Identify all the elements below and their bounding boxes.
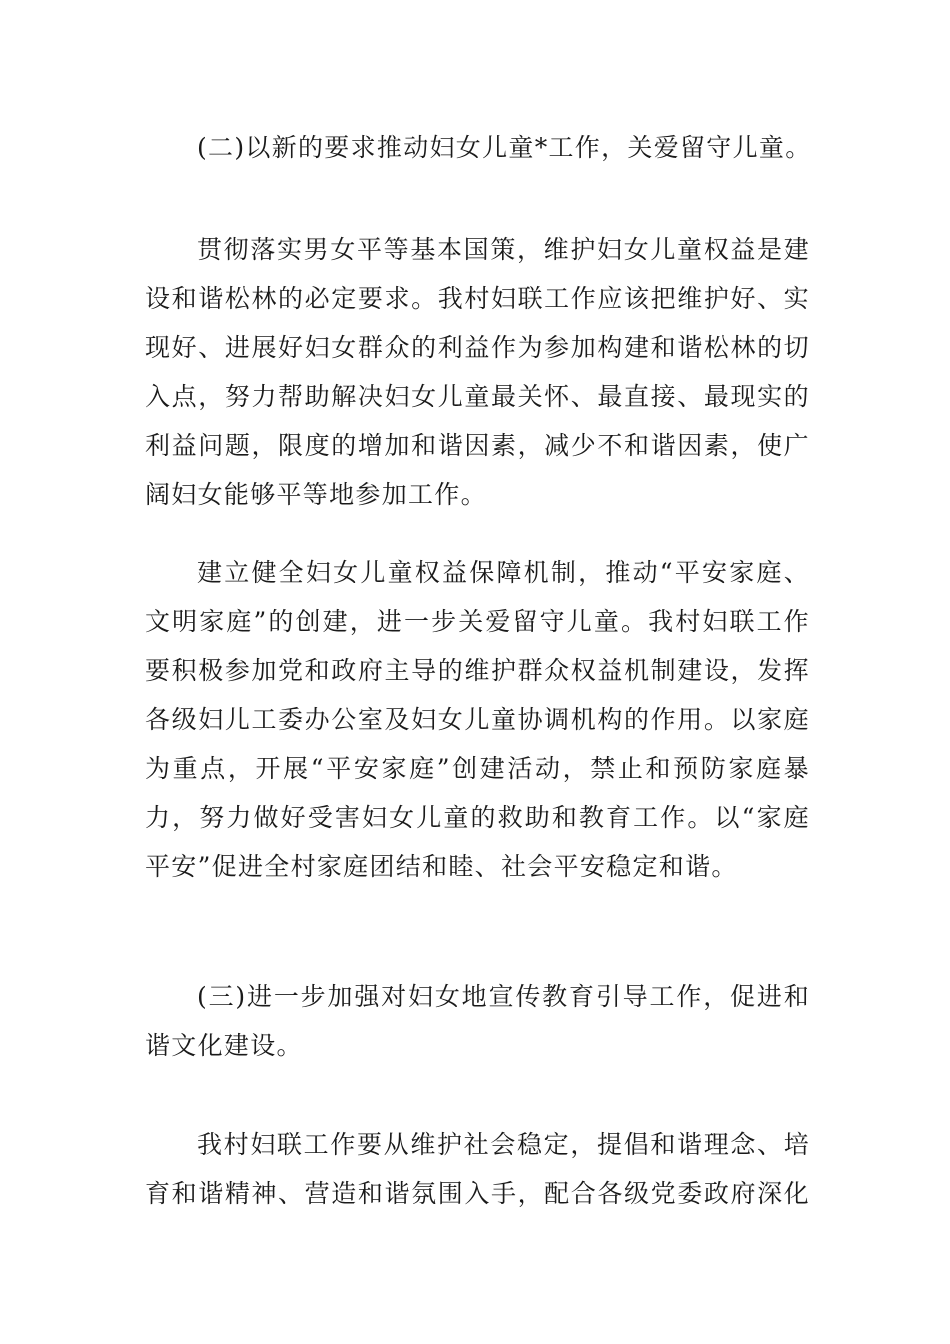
- paragraph-line: 各级妇儿工委办公室及妇女儿童协调机构的作用。以家庭: [145, 705, 810, 734]
- paragraph-line: 平安”促进全村家庭团结和睦、社会平安稳定和谐。: [145, 852, 738, 881]
- heading-line: 谐文化建设。: [145, 1031, 303, 1060]
- paragraph-line: 阔妇女能够平等地参加工作。: [145, 480, 487, 509]
- paragraph-safe-family: [145, 548, 810, 891]
- paragraph-line: 利益问题，限度的增加和谐因素，减少不和谐因素，使广: [145, 431, 810, 460]
- paragraph-line: 育和谐精神、营造和谐氛围入手，配合各级党委政府深化: [145, 1179, 810, 1208]
- heading-line: (三)进一步加强对妇女地宣传教育引导工作，促进和: [197, 982, 810, 1011]
- paragraph-line: 要积极参加党和政府主导的维护群众权益机制建设，发挥: [145, 656, 810, 685]
- heading-line: (二)以新的要求推动妇女儿童*工作，关爱留守儿童。: [197, 133, 812, 162]
- paragraph-line: 贯彻落实男女平等基本国策，维护妇女儿童权益是建: [197, 235, 810, 264]
- paragraph-womens-rights: [145, 225, 810, 519]
- heading-section-3: [145, 972, 810, 1070]
- paragraph-line: 建立健全妇女儿童权益保障机制，推动“平安家庭、: [197, 558, 810, 587]
- paragraph-line: 文明家庭”的创建，进一步关爱留守儿童。我村妇联工作: [145, 607, 810, 636]
- paragraph-line: 我村妇联工作要从维护社会稳定，提倡和谐理念、培: [197, 1130, 810, 1159]
- paragraph-line: 现好、进展好妇女群众的利益作为参加构建和谐松林的切: [145, 333, 810, 362]
- paragraph-line: 设和谐松林的必定要求。我村妇联工作应该把维护好、实: [145, 284, 810, 313]
- heading-section-2: [145, 123, 810, 172]
- paragraph-line: 力，努力做好受害妇女儿童的救助和教育工作。以“家庭: [145, 803, 810, 832]
- paragraph-line: 为重点，开展“平安家庭”创建活动，禁止和预防家庭暴: [145, 754, 810, 783]
- paragraph-line: 入点，努力帮助解决妇女儿童最关怀、最直接、最现实的: [145, 382, 810, 411]
- paragraph-harmony-culture: [145, 1120, 810, 1218]
